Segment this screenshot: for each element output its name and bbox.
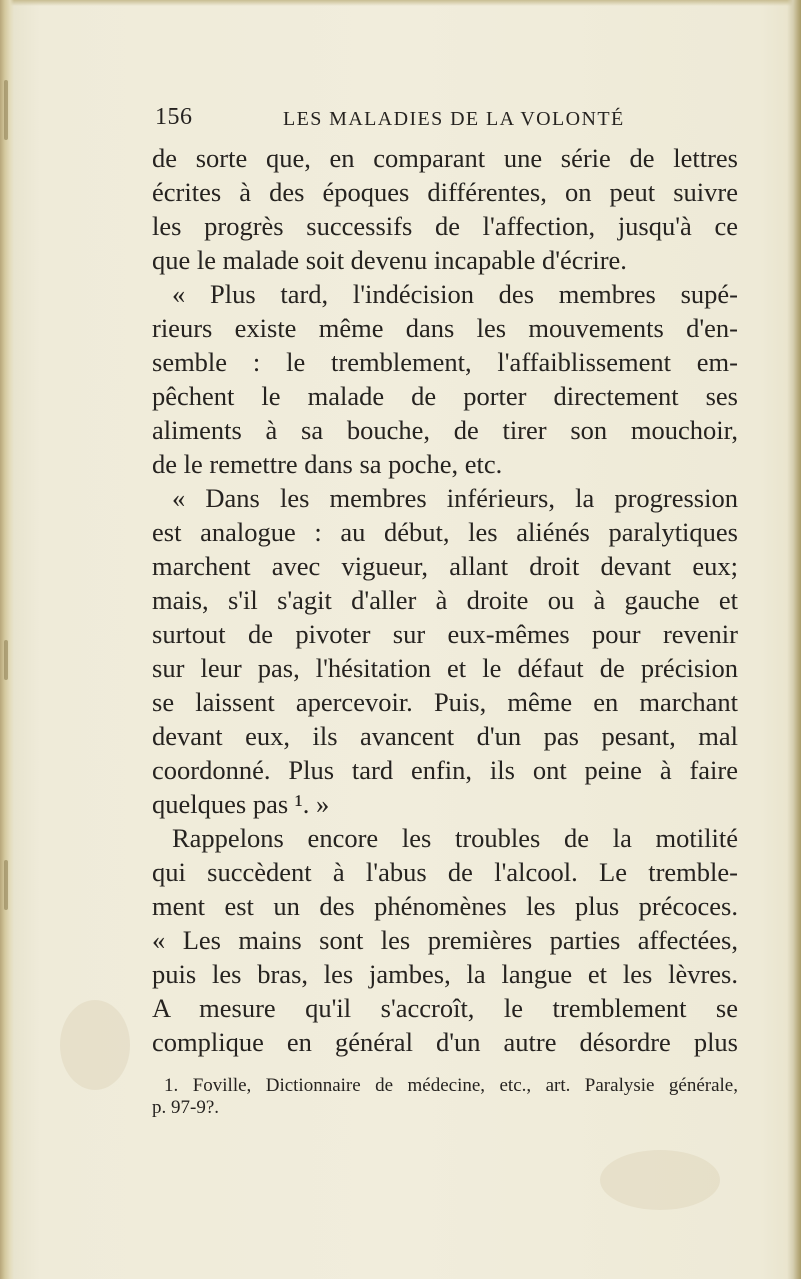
text-line: coordonné. Plus tard enfin, ils ont peine à faire xyxy=(152,755,738,785)
text-line: de le remettre dans sa poche, etc. xyxy=(152,449,503,479)
text-line: Rappelons encore les troubles de la motilité xyxy=(172,823,738,853)
binding-shadow-mark xyxy=(4,860,8,910)
running-title: LES MALADIES DE LA VOLONTÉ xyxy=(283,108,625,130)
binding-shadow-mark xyxy=(4,80,8,140)
text-line: A mesure qu'il s'accroît, le tremblement se xyxy=(152,993,738,1023)
text-line: que le malade soit devenu incapable d'écrire. xyxy=(152,245,627,275)
text-line: complique en général d'un autre désordre plus xyxy=(152,1027,738,1057)
text-line: sur leur pas, l'hésitation et le défaut de précision xyxy=(152,653,738,683)
text-line: est analogue : au début, les aliénés paralytiques xyxy=(152,517,738,547)
text-line: mais, s'il s'agit d'aller à droite ou à gauche et xyxy=(152,585,738,615)
text-line: ment est un des phénomènes les plus précoces. xyxy=(152,891,738,921)
running-header xyxy=(155,104,625,134)
page-top-edge xyxy=(0,0,801,6)
text-line: qui succèdent à l'abus de l'alcool. Le tremble- xyxy=(152,857,738,887)
footnote-line: 1. Foville, Dictionnaire de médecine, etc., art. Paralysie générale, xyxy=(164,1075,738,1096)
text-line: de sorte que, en comparant une série de lettres xyxy=(152,143,738,173)
binding-shadow-mark xyxy=(4,640,8,680)
text-line: les progrès successifs de l'affection, jusqu'à ce xyxy=(152,211,738,241)
text-line: « Plus tard, l'indécision des membres supé- xyxy=(172,279,738,309)
text-line: semble : le tremblement, l'affaiblissement em- xyxy=(152,347,738,377)
text-line: pêchent le malade de porter directement ses xyxy=(152,381,738,411)
text-line: « Les mains sont les premières parties affectées, xyxy=(152,925,738,955)
page-right-edge xyxy=(787,0,801,1279)
text-line: rieurs existe même dans les mouvements d'en- xyxy=(152,313,738,343)
text-line: quelques pas ¹. » xyxy=(152,789,330,819)
paper-stain xyxy=(60,1000,130,1090)
footnote-line: p. 97-9?. xyxy=(152,1097,220,1118)
text-line: écrites à des époques différentes, on peut suivre xyxy=(152,177,738,207)
text-line: aliments à sa bouche, de tirer son mouchoir, xyxy=(152,415,738,445)
text-line: puis les bras, les jambes, la langue et les lèvres. xyxy=(152,959,738,989)
text-line: surtout de pivoter sur eux-mêmes pour revenir xyxy=(152,619,738,649)
text-line: devant eux, ils avancent d'un pas pesant, mal xyxy=(152,721,738,751)
text-line: se laissent apercevoir. Puis, même en marchant xyxy=(152,687,738,717)
page-number: 156 xyxy=(155,104,193,130)
text-line: « Dans les membres inférieurs, la progression xyxy=(172,483,738,513)
paper-stain xyxy=(600,1150,720,1210)
text-line: marchent avec vigueur, allant droit devant eux; xyxy=(152,551,738,581)
